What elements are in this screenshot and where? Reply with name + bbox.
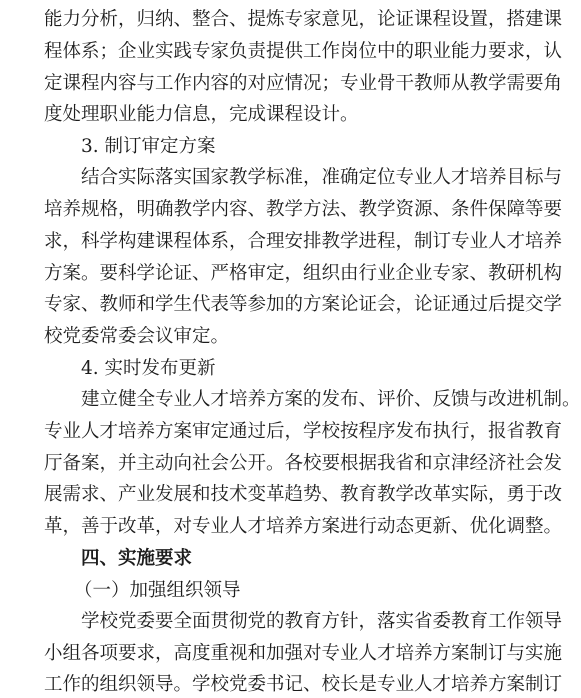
paragraph-line: 专家、教师和学生代表等参加的方案论证会，论证通过后提交学: [44, 294, 563, 315]
step-heading-4: 4. 实时发布更新: [81, 358, 216, 379]
step-heading-3: 3. 制订审定方案: [81, 136, 216, 157]
paragraph-line: 学校党委要全面贯彻党的教育方针，落实省委教育工作领导: [81, 611, 563, 632]
paragraph-line: 厅备案，并主动向社会公开。各校要根据我省和京津经济社会发: [44, 453, 563, 474]
paragraph-line: 方案。要科学论证、严格审定，组织由行业企业专家、教研机构: [44, 263, 563, 284]
paragraph-line: 展需求、产业发展和技术变革趋势、教育教学改革实际，勇于改: [44, 484, 563, 505]
paragraph-line: 求，科学构建课程体系，合理安排教学进程，制订专业人才培养: [44, 231, 563, 252]
paragraph-line: 工作的组织领导。学校党委书记、校长是专业人才培养方案制订: [44, 674, 563, 695]
paragraph-line: 结合实际落实国家教学标准，准确定位专业人才培养目标与: [81, 167, 563, 188]
paragraph-line: 程体系；企业实践专家负责提供工作岗位中的职业能力要求，认: [44, 41, 563, 62]
paragraph-line: 小组各项要求，高度重视和加强对专业人才培养方案制订与实施: [44, 643, 563, 664]
section-title: 四、实施要求: [81, 548, 193, 569]
paragraph-line: 培养规格，明确教学内容、教学方法、教学资源、条件保障等要: [44, 199, 563, 220]
subsection-title: （一）加强组织领导: [74, 580, 241, 601]
paragraph-line: 能力分析，归纳、整合、提炼专家意见，论证课程设置，搭建课: [44, 9, 563, 30]
paragraph-line: 专业人才培养方案审定通过后，学校按程序发布执行，报省教育: [44, 421, 563, 442]
paragraph-line: 校党委常委会议审定。: [44, 326, 230, 347]
paragraph-line: 建立健全专业人才培养方案的发布、评价、反馈与改进机制。: [81, 389, 581, 410]
paragraph-line: 定课程内容与工作内容的对应情况；专业骨干教师从教学需要角: [44, 73, 563, 94]
paragraph-line: 革，善于改革，对专业人才培养方案进行动态更新、优化调整。: [44, 516, 563, 537]
paragraph-line: 度处理职业能力信息，完成课程设计。: [44, 104, 359, 125]
